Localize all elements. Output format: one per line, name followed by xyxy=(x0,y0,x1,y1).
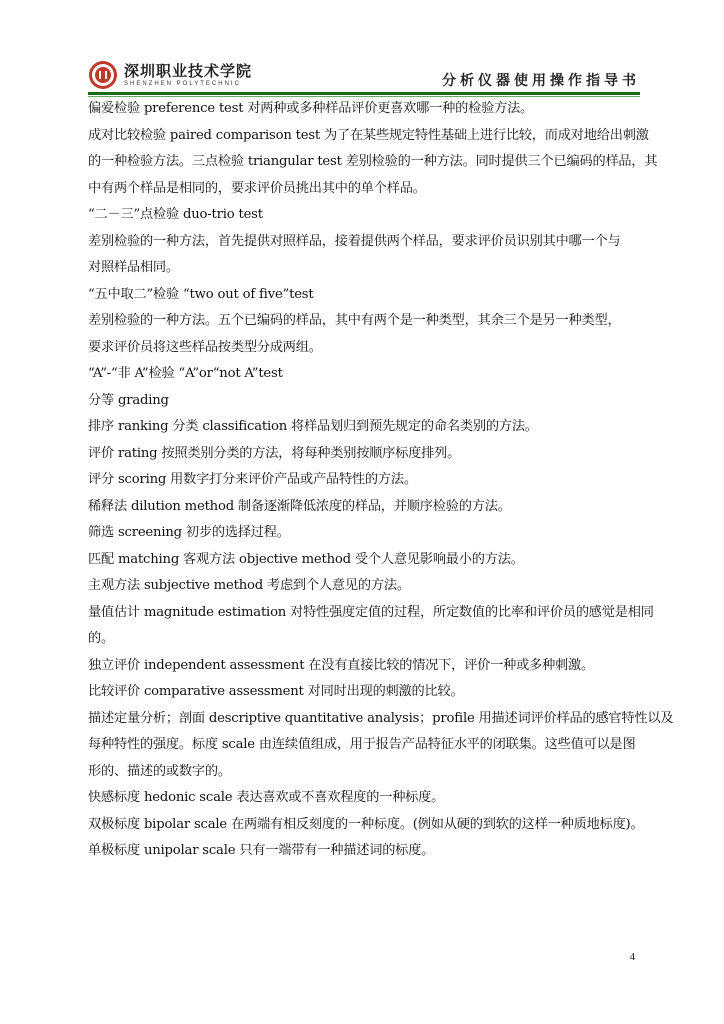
text-line: 独立评价 independent assessment 在没有直接比较的情况下，评价一种或多种刺激。 xyxy=(88,657,595,673)
header-rule xyxy=(88,92,640,95)
document-body xyxy=(88,96,674,865)
text-line: 排序 ranking 分类 classification 将样品划归到预先规定的命名类别的方法。 xyxy=(88,419,538,434)
text-line: “二－三”点检验 duo-trio test xyxy=(88,207,263,222)
text-line: 匹配 matching 客观方法 objective method 受个人意见影响最小的方法。 xyxy=(88,551,524,567)
text-line: 每种特性的强度。标度 scale 由连续值组成，用于报告产品特征水平的闭联集。这些值可以是图 xyxy=(88,737,636,752)
document-title: 分析仪器使用操作指导书 xyxy=(442,73,640,89)
text-line: 成对比较检验 paired comparison test 为了在某些规定特性基础上进行比较，而成对地给出刺激 xyxy=(88,127,649,143)
text-line: 的一种检验方法。三点检验 triangular test 差别检验的一种方法。同时提供三个已编码的样品，其 xyxy=(88,154,658,169)
text-line: 评分 scoring 用数字打分来评价产品或产品特性的方法。 xyxy=(88,472,417,487)
text-line: 主观方法 subjective method 考虑到个人意见的方法。 xyxy=(88,578,410,593)
page-number: 4 xyxy=(630,952,635,963)
school-name-en: SHENZHEN POLYTECHNIC xyxy=(124,80,241,87)
text-line: 的。 xyxy=(88,631,114,646)
text-line: 要求评价员将这些样品按类型分成两组。 xyxy=(88,339,322,355)
school-seal-icon xyxy=(88,60,118,90)
text-line: 形的、描述的或数字的。 xyxy=(88,763,231,779)
text-line: 稀释法 dilution method 制备逐渐降低浓度的样品，并顺序检验的方法。 xyxy=(88,498,511,514)
text-line: 对照样品相同。 xyxy=(88,260,179,275)
text-line: 偏爱检验 preference test 对两种或多种样品评价更喜欢哪一种的检验方法。 xyxy=(88,101,534,116)
page-header xyxy=(88,60,640,100)
text-line: 评价 rating 按照类别分类的方法，将每种类别按顺序标度排列。 xyxy=(88,445,461,461)
text-line: “A”-“非 A”检验 “A”or“not A”test xyxy=(88,366,283,381)
text-line: 描述定量分析；剖面 descriptive quantitative analysis；profile 用描述词评价样品的感官特性以及 xyxy=(88,710,674,726)
school-name-cn: 深圳职业技术学院 xyxy=(124,61,253,80)
text-line: 量值估计 magnitude estimation 对特性强度定值的过程，所定数值的比率和评价员的感觉是相同 xyxy=(88,604,654,620)
text-line: 差别检验的一种方法，首先提供对照样品，接着提供两个样品，要求评价员识别其中哪一个与 xyxy=(88,233,621,249)
text-line: 单极标度 unipolar scale 只有一端带有一种描述词的标度。 xyxy=(88,843,435,858)
text-line: 双极标度 bipolar scale 在两端有相反刻度的一种标度。(例如从硬的到软的这样一种质地标度)。 xyxy=(88,816,644,832)
text-line: 筛选 screening 初步的选择过程。 xyxy=(88,525,290,540)
text-line: 比较评价 comparative assessment 对同时出现的刺激的比较。 xyxy=(88,684,464,699)
text-line: 差别检验的一种方法。五个已编码的样品，其中有两个是一种类型，其余三个是另一种类型， xyxy=(88,313,621,328)
text-line: 中有两个样品是相同的，要求评价员挑出其中的单个样品。 xyxy=(88,180,426,196)
text-line: 分等 grading xyxy=(88,392,169,408)
text-line: “五中取二”检验 “two out of five”test xyxy=(88,286,314,302)
text-line: 快感标度 hedonic scale 表达喜欢或不喜欢程度的一种标度。 xyxy=(88,790,445,805)
school-logo xyxy=(88,60,252,90)
